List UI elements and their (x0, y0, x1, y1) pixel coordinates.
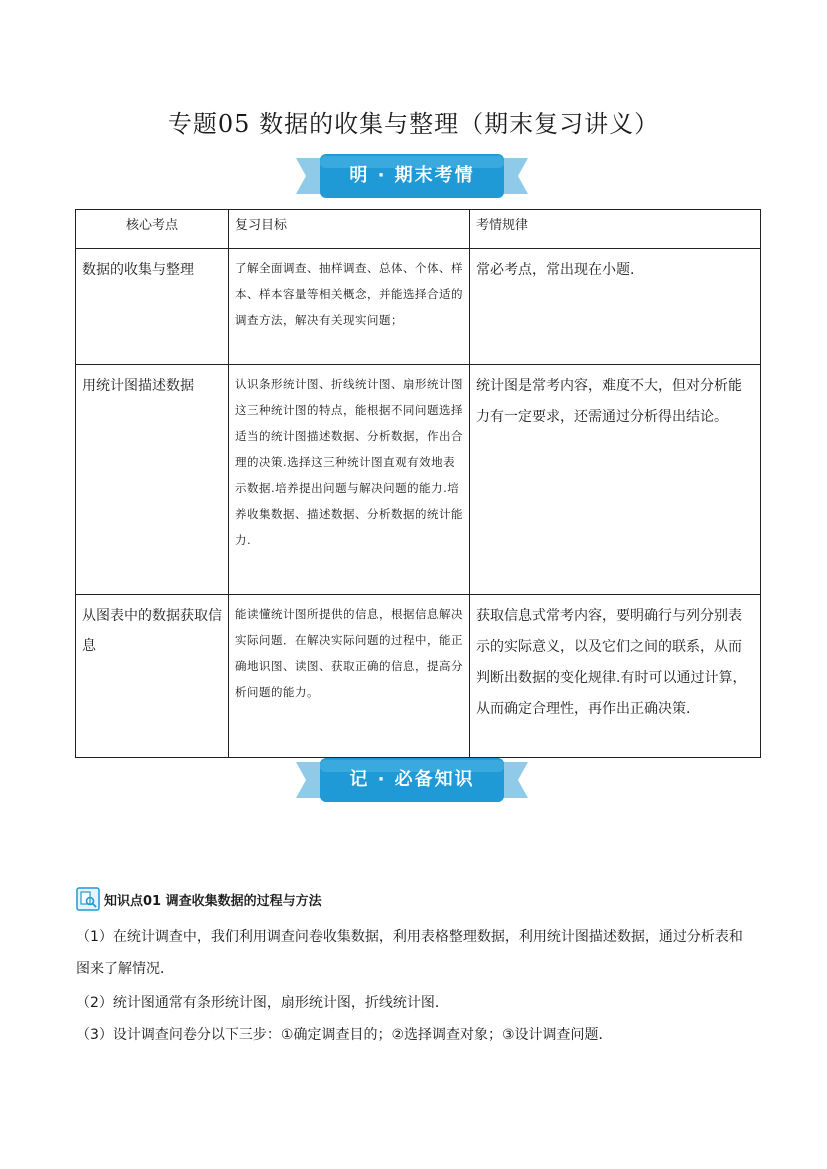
review-goal-cell: 能读懂统计图所提供的信息，根据信息解决实际问题．在解决实际问题的过程中，能正确地识图、读图、获取正确的信息，提高分析问题的能力。 (229, 595, 470, 758)
review-goal-cell: 了解全面调查、抽样调查、总体、个体、样本、样本容量等相关概念，并能选择合适的调查方法，解决有关现实问题； (229, 249, 470, 365)
exam-rule-cell: 常必考点，常出现在小题. (470, 249, 761, 365)
section-banner-knowledge (296, 758, 528, 802)
section-banner-exam (296, 154, 528, 198)
page-title: 专题05 数据的收集与整理（期末复习讲义） (167, 110, 660, 138)
header-exam-rule: 考情规律 (470, 210, 761, 249)
knowledge-item: （1）在统计调查中，我们利用调查问卷收集数据，利用表格整理数据，利用统计图描述数据，通过分析表和图来了解情况． (76, 929, 743, 977)
banner-label: 记 · 必备知识 (349, 769, 475, 790)
table-row (76, 249, 761, 365)
core-point-cell: 数据的收集与整理 (76, 249, 229, 365)
exam-table (75, 209, 761, 758)
core-point-cell: 用统计图描述数据 (76, 365, 229, 595)
banner-label: 明 · 期末考情 (349, 165, 475, 186)
knowledge-item: （3）设计调查问卷分以下三步：①确定调查目的；②选择调查对象；③设计调查问题． (76, 1027, 613, 1043)
exam-rule-cell: 获取信息式常考内容，要明确行与列分别表示的实际意义，以及它们之间的联系，从而判断出数据的变化规律.有时可以通过计算，从而确定合理性，再作出正确决策. (470, 595, 761, 758)
table-header-row (76, 210, 761, 249)
knowledge-point-title: 知识点01 调查收集数据的过程与方法 (104, 893, 322, 909)
header-core-point: 核心考点 (76, 210, 229, 249)
knowledge-point-heading (76, 886, 322, 912)
exam-rule-cell: 统计图是常考内容，难度不大，但对分析能力有一定要求，还需通过分析得出结论。 (470, 365, 761, 595)
knowledge-item: （2）统计图通常有条形统计图，扇形统计图，折线统计图． (76, 995, 449, 1011)
review-goal-cell: 认识条形统计图、折线统计图、扇形统计图这三种统计图的特点，能根据不同问题选择适当的统计图描述数据、分析数据，作出合理的决策.选择这三种统计图直观有效地表示数据.培养提出问题与解决问题的能力.培养收集数据、描述数据、分析数据的统计能力. (229, 365, 470, 595)
header-review-goal: 复习目标 (229, 210, 470, 249)
table-row (76, 365, 761, 595)
table-row (76, 595, 761, 758)
core-point-cell: 从图表中的数据获取信息 (76, 595, 229, 758)
search-doc-icon (76, 887, 100, 911)
